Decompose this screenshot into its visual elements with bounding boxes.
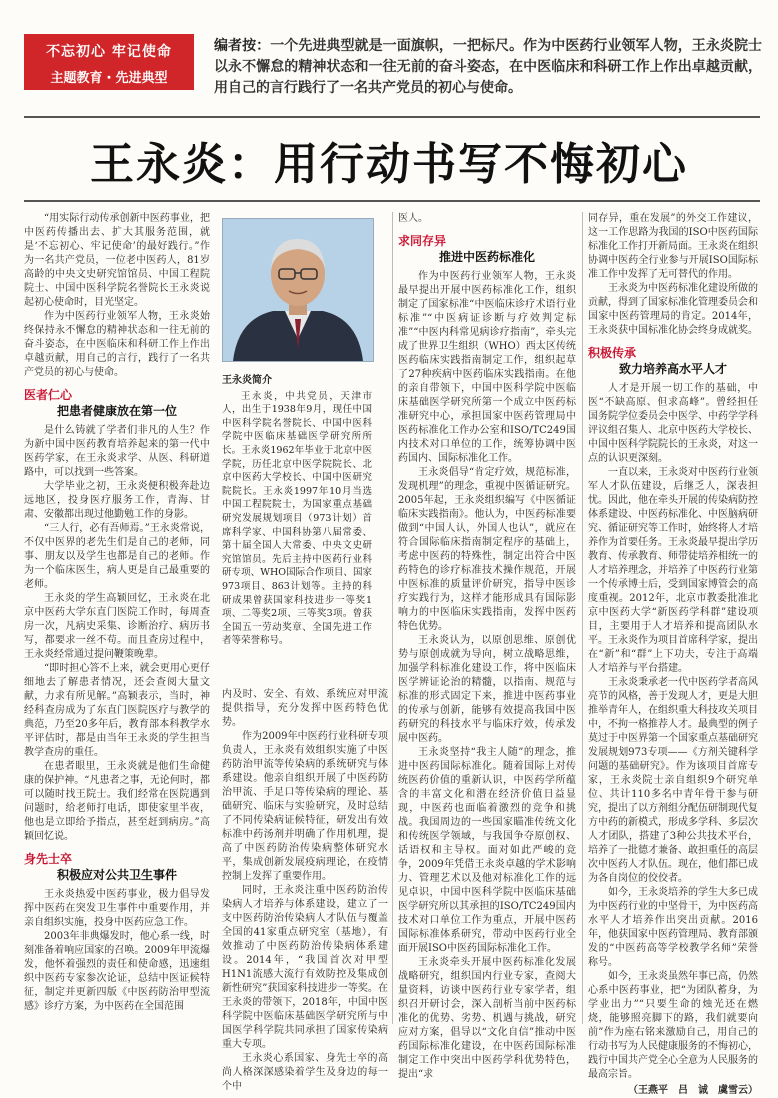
paragraph: 作为中医药行业领军人物，王永炎最早提出开展中医药标准化工作，组织制定了国家标准“中医临床诊疗术语行业标准”“中医病证诊断与疗效判定标准”“中医内科常见病诊疗指南”，牵头完成了世界卫生组织（WHO）西太区传统医药临床实践指南制定工作，组织起草了27种疾病中医药临床实践指南。在他的亲自带领下，中国中医科学院中医临床基础医学研究所第一个成立中医药标准研究中心，承担国家中医药管理局中医药标准化工作办公室和ISO/TC249国内技术对口单位的工作，统筹协调中医药国内、国际标准化工作。 bbox=[398, 271, 576, 464]
paragraph: 作为中医药行业领军人物，王永炎始终保持永不懈怠的精神状态和一往无前的奋斗姿态，在中医临床和科研工作上作出卓越贡献，用自己的言行，践行了一名共产党员的初心与使命。 bbox=[24, 311, 210, 378]
section-title: 致力培养高水平人才 bbox=[618, 362, 727, 376]
paragraph: 医人。 bbox=[398, 213, 428, 224]
section-kicker: 积极传承 bbox=[588, 346, 637, 360]
bio-box bbox=[222, 374, 372, 648]
editor-note bbox=[214, 36, 762, 99]
theme-badge bbox=[24, 34, 194, 90]
section-kicker: 求同存异 bbox=[398, 234, 447, 248]
badge-line1: 不忘初心 牢记使命 bbox=[46, 44, 172, 60]
column-divider bbox=[582, 212, 583, 1024]
paragraph: 王永炎为中医药标准化建设所做的贡献，得到了国家标准化管理委员会和国家中医药管理局的肯定。2014年，王永炎获中国标准化协会终身成就奖。 bbox=[588, 283, 758, 336]
paragraph: 在患者眼里，王永炎就是他们生命健康的保护神。“凡患者之事，无论何时，都可以随时找王院士。我们经常在医院遇到问题时，给老师打电话，即使家里半夜，他也是立即给予指点，甚至赶到病房。”高颖回忆说。 bbox=[24, 761, 210, 842]
editor-note-lead: 编者按： bbox=[214, 38, 271, 54]
paragraph: 如今，王永炎培养的学生大多已成为中医药行业的中坚骨干，为中医药高水平人才培养作出突出贡献。2016年，他获国家中医药管理局、教育部颁发的“中医药高等学校教学名师”荣誉称号。 bbox=[588, 887, 758, 968]
paragraph: 同存异，重在发展”的外交工作建议，这一工作思路为我国的ISO中医药国际标准化工作打开新局面。王永炎在组织协调中医药全行业参与开展ISO国际标准工作中发挥了无可替代的作用。 bbox=[588, 213, 758, 280]
bio-title: 王永炎简介 bbox=[222, 375, 272, 386]
section-title: 推进中医药标准化 bbox=[438, 250, 535, 264]
paragraph: 内及时、安全、有效、系统应对甲流提供指导，充分发挥中医药特色优势。 bbox=[222, 689, 388, 728]
paragraph: “三人行，必有吾师焉。”王永炎常说，不仅中医界的老先生们是自己的老师，同事、朋友以及学生也都是自己的老师。作为一个临床医生，病人更是自己最重要的老师。 bbox=[24, 523, 210, 590]
paragraph: 王永炎倡导“肯定疗效，规范标准，发现机理”的理念，重视中医循证研究。2005年起，王永炎组织编写《中医循证临床实践指南》。他认为，中医药标准要做到“中国人认，外国人也认”，就应在符合国际临床指南制定程序的基础上，考虑中医药的特殊性，制定出符合中医药特色的诊疗标准技术操作规范，开展中医标准的质量评价研究，指导中医诊疗实践行为，这样才能形成具有国际影响力的中医临床实践指南，发挥中医药特色优势。 bbox=[398, 467, 576, 632]
column-1 bbox=[24, 212, 210, 1014]
column-4 bbox=[588, 212, 758, 1098]
paragraph: 是什么铸就了学者们非凡的人生？作为新中国中医药教育培养起来的第一代中医药学家，在王永炎求学、从医、科研道路中，可以找到一些答案。 bbox=[24, 425, 210, 478]
section-kicker: 身先士卒 bbox=[24, 852, 73, 866]
portrait-illustration bbox=[223, 219, 373, 361]
paragraph: 一直以来，王永炎对中医药行业领军人才队伍建设，后继乏人，深表担忧。因此，他在牵头开展的传染病防控体系建设、中医药标准化、中医脑病研究、循证研究等工作时，始终将人才培养作为首要任务。王永炎最早提出学历教育、传承教育、师带徒培养相统一的人才培养理念，并培养了中医药行业第一个传承博士后，受到国家博管会的高度重视。2012年，北京市教委批准北京中医药大学“新医药学科群”建设项目，主要用于人才培养和提高团队水平。王永炎作为项目首席科学家，提出在“新”和“群”上下功夫，专注于高端人才培养与平台搭建。 bbox=[588, 467, 758, 674]
editor-note-text: 一个先进典型就是一面旗帜，一把标尺。作为中医药行业领军人物，王永炎院士以永不懈怠的精神状态和一往无前的奋斗姿态，在中医临床和科研工作上作出卓越贡献，用自己的言行践行了一名共产党员的初心与使命。 bbox=[214, 38, 763, 96]
paragraph: 同时，王永炎注重中医药防治传染病人才培养与体系建设，建立了一支中医药防治传染病人才队伍与覆盖全国的41家重点研究室（基地），有效推动了中医药防治传染病体系建设。2014年，“我国首次对甲型H1N1流感大流行有效防控及集成创新性研究”获国家科技进步一等奖。在王永炎的带领下，2018年，中国中医科学院中医临床基础医学研究所与中国医学科学院共同承担了国家传染病重大专项。 bbox=[222, 885, 388, 1050]
portrait-photo bbox=[222, 218, 374, 362]
paragraph: 王永炎坚持“我主人随”的理念，推进中医药国际标准化。随着国际上对传统医药价值的重新认识，中医药学所蕴含的丰富文化和潜在经济价值日益显现，中医药也面临着激烈的竞争和挑战。我国周边的一些国家瞄准传统文化和传统医学领域，与我国争夺原创权、话语权和主导权。面对如此严峻的竞争，2009年凭借王永炎卓越的学术影响力、管理艺术以及他对标准化工作的远见卓识，中国中医科学院中医临床基础医学研究所以其承担的ISO/TC249国内技术对口单位工作为重点，开展中医药国际标准体系研究，带动中医药行业全面开展ISO中医药国际标准化工作。 bbox=[398, 747, 576, 954]
paragraph: 王永炎心系国家、身先士卒的高尚人格深深感染着学生及身边的每一个中 bbox=[222, 1053, 388, 1092]
top-rule bbox=[24, 116, 760, 118]
author-signature: （王燕平 吕 诚 虞雪云） bbox=[628, 1085, 758, 1096]
paragraph: 王永炎的学生高颖回忆，王永炎在北京中医药大学东直门医院工作时，每周查房一次，凡病史采集、诊断治疗、病历书写，都要求一丝不苟。而且查房过程中，王永炎经常通过提问鞭策晚辈。 bbox=[24, 593, 210, 660]
column-2 bbox=[222, 688, 388, 1094]
paragraph: 大学毕业之初，王永炎便积极奔赴边远地区，投身医疗服务工作，青海、甘肃、安徽都出现过他勤勉工作的身影。 bbox=[24, 481, 210, 520]
section-title: 积极应对公共卫生事件 bbox=[56, 868, 177, 882]
paragraph: 王永炎认为，以原创思维、原创优势与原创成就为导向，树立战略思维，加强学科标准化建设工作，将中医临床医学辨证论治的精髓，以指南、规范与标准的形式固定下来，推进中医药事业的传承与创新，能够有效提高我国中医药研究的科技水平与临床疗效，传承发展中医药。 bbox=[398, 635, 576, 744]
paragraph: 作为2009年中医药行业科研专项负责人，王永炎有效组织实施了中医药防治甲流等传染病的系统研究与体系建设。他亲自组织开展了中医药防治甲流、手足口等传染病的理论、基础研究、临床与实验研究，及时总结了不同传染病证候特征，研发出有效标准中药汤剂并明确了作用机理，提高了中医药防治传染病整体研究水平，集成创新发展疫病理论，在疫情控制上发挥了重要作用。 bbox=[222, 731, 388, 882]
paragraph: 如今，王永炎虽然年事已高，仍然心系中医药事业，把“为团队蓄身，为学业出力”“只要生命的烛光还在燃烧，能够照亮脚下的路，我们就要向前”作为座右铭来激励自己，用自己的行动书写为人民健康服务的不悔初心，践行中国共产党全心全意为人民服务的最高宗旨。 bbox=[588, 971, 758, 1080]
column-divider bbox=[392, 212, 393, 1024]
paragraph: 2003年非典爆发时，他心系一线，时刻准备着响应国家的召唤。2009年甲流爆发，他怀着强烈的责任和使命感，迅速组织中医药专家参次论证，总结中医证候特征，制定并更新四版《中医药防治甲型流感》诊疗方案，为中医药在全国范围 bbox=[24, 931, 210, 1012]
bio-text: 王永炎，中共党员，天津市人，出生于1938年9月，现任中国中医科学院名誉院长、中国中医科学院中医临床基础医学研究所所长。王永炎1962年毕业于北京中医学院，历任北京中医学院院长、北京中医药大学校长、中国中医研究院院长。王永炎1997年10月当选中国工程院院士，为国家重点基础研究发展规划项目（973计划）首席科学家、中国科协第八届常委、第十届全国人大常委、中央文史研究馆馆员。先后主持中医药行业科研专项、WHO国际合作项目、国家973项目、863计划等。主持的科研成果曾获国家科技进步一等奖1项、二等奖2项、三等奖3项。曾获全国五一劳动奖章、全国先进工作者等荣誉称号。 bbox=[222, 390, 372, 647]
section-title: 把患者健康放在第一位 bbox=[56, 404, 177, 418]
paragraph: 人才是开展一切工作的基础，中医“不缺高原、但求高峰”。曾经担任国务院学位委员会中医学、中药学学科评议组召集人、北京中医药大学校长、中国中医科学院院长的王永炎，对这一点的认识更深刻。 bbox=[588, 383, 758, 464]
paragraph: 王永炎秉承老一代中医药学者高风亮节的风格，善于发现人才，更是大胆推举青年人，在组织重大科技攻关项目中，不拘一格推荐人才。最典型的例子莫过于中医界第一个国家重点基础研究发展规划973专项——《方剂关键科学问题的基础研究》。作为该项目首席专家，王永炎院士亲自组织9个研究单位、共计110多名中青年骨干参与研究，提出了以方剂组分配伍研制现代复方中药的新模式，形成多学科、多层次人才团队，搭建了3种公共技术平台，培养了一批德才兼备、敢担重任的高层次中医药人才队伍。现在，他们都已成为各自岗位的佼佼者。 bbox=[588, 677, 758, 884]
headline-rule bbox=[24, 200, 760, 202]
column-3 bbox=[398, 212, 576, 1082]
paragraph: “用实际行动传承创新中医药事业，把中医药传播出去、扩大其服务范围，就是‘不忘初心、牢记使命’的最好践行。”作为一名共产党员，一位老中医药人，81岁高龄的中央文史研究馆馆员、中国工程院院士、中国中医科学院名誉院长王永炎说起初心使命时，目光坚定。 bbox=[24, 213, 210, 308]
headline: 王永炎：用行动书写不悔初心 bbox=[90, 139, 688, 190]
paragraph: “即时担心答不上来，就会更用心更仔细地去了解患者情况，还会查阅大量文献，力求有所见解。”高颖表示，当时，神经科查房成为了东直门医院医疗与教学的典范，乃至20多年后，教育部本科教学水平评估时，都是由当年王永炎的学生担当教学查房的重任。 bbox=[24, 663, 210, 758]
badge-line2: 主题教育・先进典型 bbox=[50, 71, 168, 86]
paragraph: 王永炎牵头开展中医药标准化发展战略研究，组织国内行业专家，查阅大量资料，访谈中医药行业专家学者，组织召开研讨会，深入剖析当前中医药标准化的优势、劣势、机遇与挑战，研究应对方案，倡导以“文化自信”推动中医药国际标准化建设，在中医药国际标准制定工作中突出中医药学科优势特色，提出“求 bbox=[398, 957, 576, 1080]
paragraph: 王永炎热爱中医药事业，极力倡导发挥中医药在突发卫生事件中重要作用，并亲自组织实施，投身中医药应急工作。 bbox=[24, 889, 210, 928]
section-kicker: 医者仁心 bbox=[24, 388, 73, 402]
